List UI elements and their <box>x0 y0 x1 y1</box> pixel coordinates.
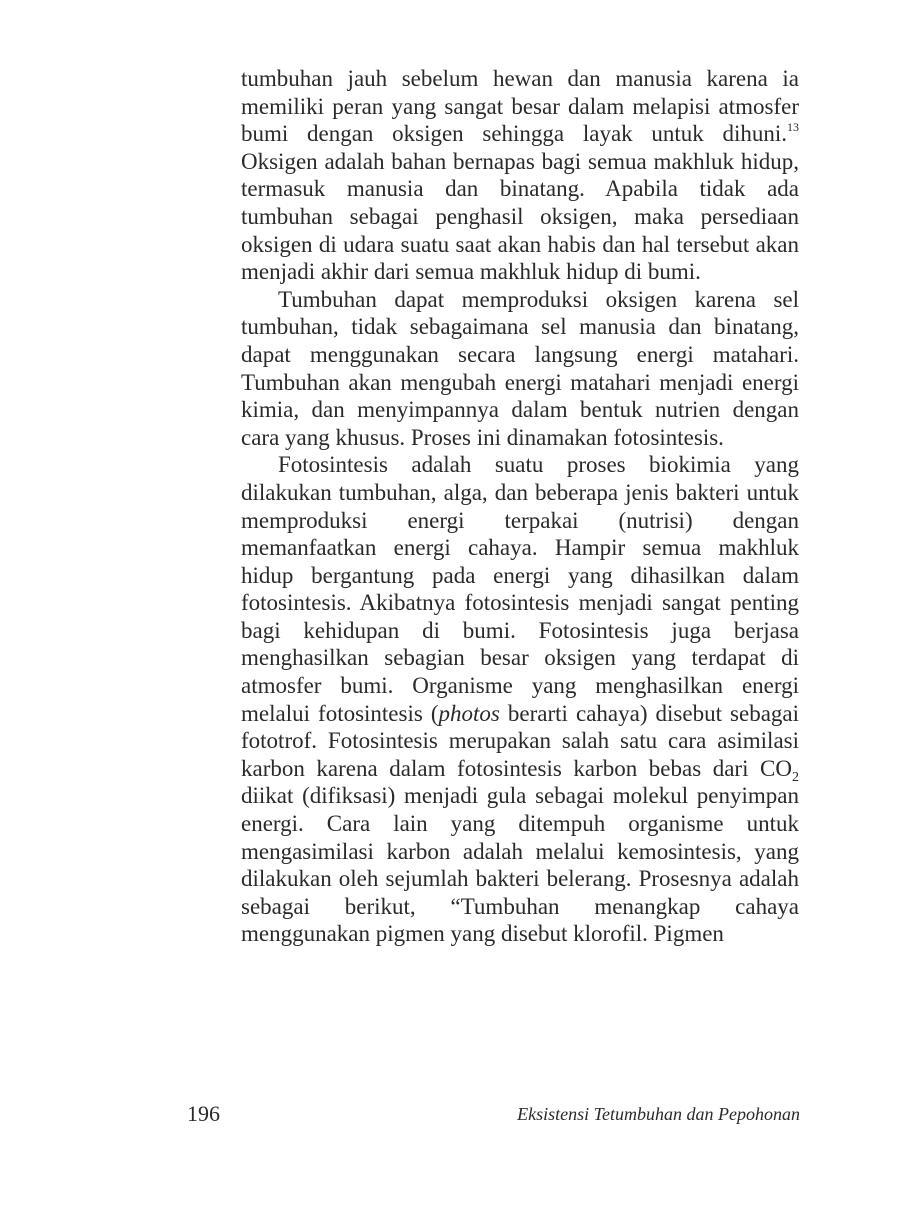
chemical-subscript: 2 <box>792 769 799 785</box>
paragraph-1 <box>241 65 799 286</box>
running-title: Eksistensi Tetumbuhan dan Pepohonan <box>517 1104 800 1124</box>
paragraph-2-text: Tumbuhan dapat memproduksi oksigen karena sel tumbuhan, tidak sebagaimana sel manusia dan binatang, dapat menggunakan secara langsung energi matahari. Tumbuhan akan mengubah energi matahari menjadi energi kimia, dan menyimpannya dalam bentuk nutrien dengan cara yang khusus. Proses ini dinamakan fotosintesis. <box>241 286 799 450</box>
paragraph-3-ending: diikat (difiksasi) menjadi gula sebagai molekul penyimpan energi. Cara lain yang ditempuh organisme untuk mengasimilasi karbon adalah melalui kemosintesis, yang dilakukan oleh sejumlah bakteri belerang. Prosesnya adalah sebagai berikut, “Tumbuhan menangkap cahaya menggunakan pigmen yang disebut klorofil. Pigmen <box>241 783 799 947</box>
paragraph-1-text: tumbuhan jauh sebelum hewan dan manusia karena ia memiliki peran yang sangat besar dalam melapisi atmosfer bumi dengan oksigen sehingga layak untuk dihuni. <box>241 66 799 147</box>
paragraph-1-continued: Oksigen adalah bahan bernapas bagi semua makhluk hidup, termasuk manusia dan binatang. Apabila tidak ada tumbuhan sebagai penghasil oksigen, maka persediaan oksigen di udara suatu saat akan habis dan hal tersebut akan menjadi akhir dari semua makhluk hidup di bumi. <box>241 148 799 285</box>
footnote-reference[interactable]: 13 <box>787 120 799 135</box>
body-text <box>241 65 799 948</box>
page-number: 196 <box>187 1101 220 1126</box>
paragraph-2 <box>241 286 799 452</box>
paragraph-3 <box>241 451 799 948</box>
italic-term: photos <box>438 700 500 726</box>
paragraph-3-text: Fotosintesis adalah suatu proses biokimia yang dilakukan tumbuhan, alga, dan beberapa jenis bakteri untuk memproduksi energi terpakai (nutrisi) dengan memanfaatkan energi cahaya. Hampir semua makhluk hidup bergantung pada energi yang dihasilkan dalam fotosintesis. Akibatnya fotosintesis menjadi sangat penting bagi kehidupan di bumi. Fotosintesis juga berjasa menghasilkan sebagian besar oksigen yang terdapat di atmosfer bumi. Organisme yang menghasilkan energi melalui fotosintesis ( <box>241 452 799 726</box>
paragraph-3-continued: berarti cahaya) disebut sebagai fototrof. Fotosintesis merupakan salah satu cara asimilasi karbon karena dalam fotosintesis karbon bebas dari CO <box>241 700 799 781</box>
